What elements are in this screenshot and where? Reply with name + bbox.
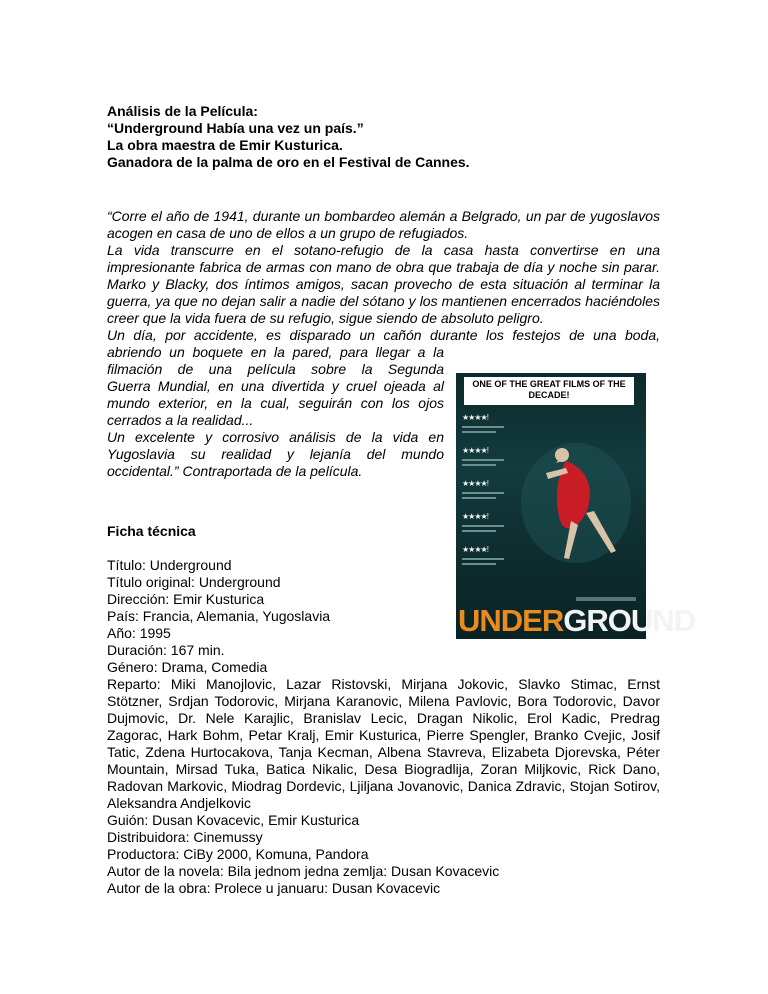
ficha-row-duracion: Duración: 167 min. xyxy=(107,642,225,658)
synopsis-line: filmación de una película sobre la Segunda xyxy=(107,361,444,377)
synopsis-line: occidental.” Contraportada de la película. xyxy=(107,463,363,479)
synopsis-line: abriendo un boquete en la pared, para llegar a la xyxy=(107,344,444,360)
ficha-row-guion: Guión: Dusan Kovacevic, Emir Kusturica xyxy=(107,812,360,828)
star-rating-icon: ★★★★! xyxy=(462,446,488,455)
title-line-4: Ganadora de la palma de oro en el Festival de Cannes. xyxy=(107,154,470,170)
synopsis-line: cerrados a la realidad... xyxy=(107,412,254,428)
star-rating-icon: ★★★★! xyxy=(462,479,488,488)
title-line-2: “Underground Había una vez un país.” xyxy=(107,120,364,136)
poster-review xyxy=(462,479,522,512)
synopsis-line: Yugoslavia su realidad y lejanía del mundo xyxy=(107,446,444,462)
title-line-3: La obra maestra de Emir Kusturica. xyxy=(107,137,343,153)
ficha-tecnica-heading: Ficha técnica xyxy=(107,523,196,539)
ficha-row-productora: Productora: CiBy 2000, Komuna, Pandora xyxy=(107,846,369,862)
star-rating-icon: ★★★★! xyxy=(462,512,488,521)
synopsis-paragraph-2: La vida transcurre en el sotano-refugio de la casa hasta convertirse en una impresionante fabrica de armas con mano de obra que trabaja de día y noche sin parar. Marko y Blacky, dos íntimos amigos, sacan provecho de esta situación al terminar la guerra, ya que no dejan salir a nadie del sótano y los mantienen encerrados haciéndoles creer que la vida fuera de su refugio, sigue siendo de absoluto peligro. xyxy=(107,242,660,326)
dancer-figure-icon xyxy=(516,433,636,573)
synopsis-paragraph-3-start: Un día, por accidente, es disparado un cañón durante los festejos de una boda, xyxy=(107,327,660,343)
ficha-row-titulo-original: Título original: Underground xyxy=(107,574,281,590)
synopsis-line: mundo exterior, en la cual, seguirán con los ojos xyxy=(107,395,444,411)
poster-review xyxy=(462,413,522,446)
poster-banner: ONE OF THE GREAT FILMS OF THE DECADE! xyxy=(464,377,634,405)
ficha-row-distribuidora: Distribuidora: Cinemussy xyxy=(107,829,263,845)
poster-reviews xyxy=(462,413,522,578)
ficha-row-autor-obra: Autor de la obra: Prolece u januaru: Dusan Kovacevic xyxy=(107,880,441,896)
star-rating-icon: ★★★★! xyxy=(462,413,488,422)
star-rating-icon: ★★★★! xyxy=(462,545,488,554)
poster-review xyxy=(462,446,522,479)
synopsis-line: Un excelente y corrosivo análisis de la vida en xyxy=(107,429,444,445)
ficha-row-ano: Año: 1995 xyxy=(107,625,171,641)
ficha-row-genero: Género: Drama, Comedia xyxy=(107,659,268,675)
ficha-row-titulo: Título: Underground xyxy=(107,557,232,573)
ficha-row-direccion: Dirección: Emir Kusturica xyxy=(107,591,265,607)
ficha-row-reparto: Reparto: Miki Manojlovic, Lazar Ristovski, Mirjana Jokovic, Slavko Stimac, Ernst Stötzner, Srdjan Todorovic, Mirjana Karanovic, Milena Pavlovic, Bora Todorovic, Davor Dujmovic, Dr. Nele Karajlic, Branislav Lecic, Dragan Nikolic, Erol Kadic, Predrag Zagorac, Hark Bohm, Petar Kralj, Emir Kusturica, Pierre Spengler, Branko Cvejic, Josif Tatic, Zdena Hurtocakova, Tanja Kecman, Albena Stavreva, Elizabeta Djorevska, Péter Mountain, Mirsad Tuka, Batica Nikalic, Desa Biogradlija, Zoran Miljkovic, Rick Dano, Radovan Markovic, Miodrag Dordevic, Ljiljana Jovanovic, Danica Zdravic, Stojan Sotirov, Aleksandra Andjelkovic xyxy=(107,676,660,811)
ficha-tecnica xyxy=(107,557,696,897)
synopsis-paragraph-1: “Corre el año de 1941, durante un bombardeo alemán a Belgrado, un par de yugoslavos acogen en casa de uno de ellos a un grupo de refugiados. xyxy=(107,208,660,241)
poster-review xyxy=(462,512,522,545)
ficha-row-pais: País: Francia, Alemania, Yugoslavia xyxy=(107,608,331,624)
title-line-1: Análisis de la Película: xyxy=(107,103,258,119)
ficha-row-autor-novela: Autor de la novela: Bila jednom jedna zemlja: Dusan Kovacevic xyxy=(107,863,500,879)
underground-logo: UNDERGROUND xyxy=(458,603,696,638)
document-title-block xyxy=(107,103,667,171)
synopsis-line: Guerra Mundial, en una divertida y cruel ojeada al xyxy=(107,378,444,394)
